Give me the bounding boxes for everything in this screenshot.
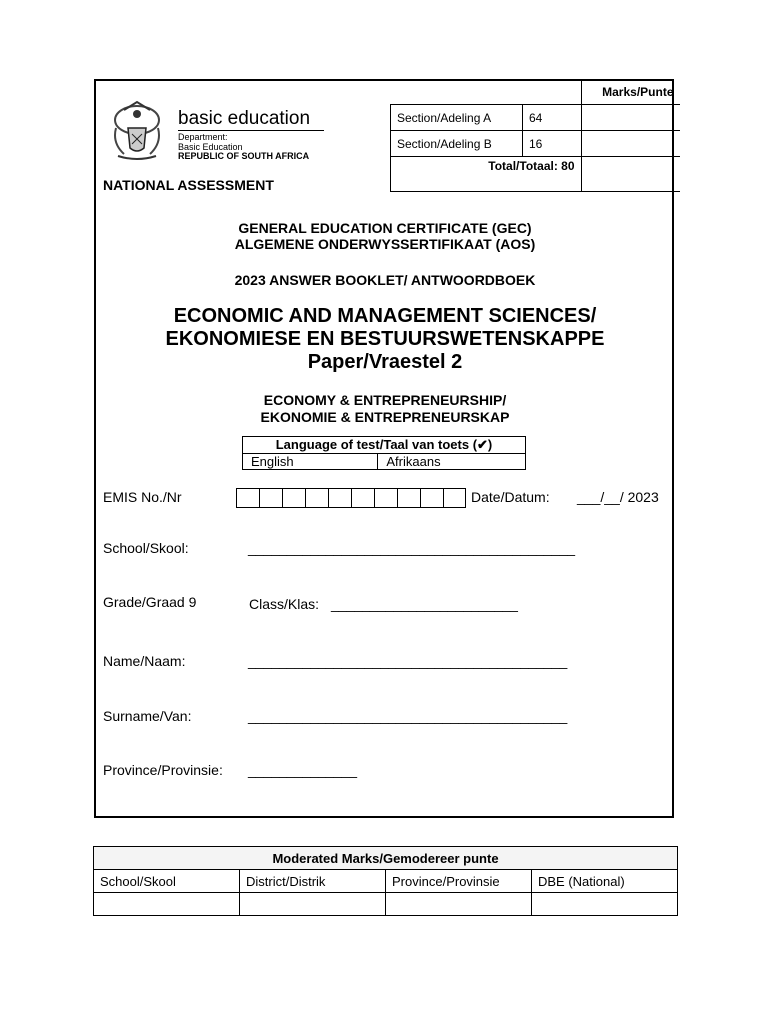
coat-of-arms-logo	[104, 98, 170, 164]
moderated-col-dbe: DBE (National)	[532, 870, 678, 893]
emis-digit-box[interactable]	[443, 488, 466, 508]
emis-digit-box[interactable]	[328, 488, 351, 508]
surname-label: Surname/Van:	[103, 708, 192, 724]
section-b-label: Section/Adeling B	[391, 131, 523, 157]
section-b-mark-box[interactable]	[581, 131, 680, 157]
class-field[interactable]: ________________________	[331, 596, 518, 612]
moderated-col-district: District/Distrik	[240, 870, 386, 893]
marks-table	[390, 79, 680, 192]
emis-digit-box[interactable]	[351, 488, 374, 508]
grade-label: Grade/Graad 9	[103, 594, 197, 610]
emis-number-boxes[interactable]	[236, 488, 466, 508]
language-option-english[interactable]: English	[243, 454, 378, 470]
dept-line1: Department:	[178, 132, 228, 142]
emis-digit-box[interactable]	[397, 488, 420, 508]
paper-title: Paper/Vraestel 2	[307, 351, 463, 373]
name-field[interactable]: _________________________________________	[248, 653, 568, 669]
class-label: Class/Klas:	[249, 596, 320, 612]
emis-digit-box[interactable]	[420, 488, 443, 508]
emis-label: EMIS No./Nr	[103, 489, 182, 505]
date-field[interactable]: ___/__/ 2023	[577, 489, 659, 505]
moderated-col-school: School/Skool	[94, 870, 240, 893]
emis-digit-box[interactable]	[236, 488, 259, 508]
emis-digit-box[interactable]	[282, 488, 305, 508]
emis-digit-box[interactable]	[305, 488, 328, 508]
language-option-afrikaans[interactable]: Afrikaans	[378, 454, 526, 470]
school-field[interactable]: __________________________________________	[248, 540, 576, 556]
logo-divider	[178, 130, 324, 131]
section-a-value: 64	[523, 105, 582, 131]
school-label: School/Skool:	[103, 540, 189, 556]
moderated-dbe-box[interactable]	[532, 893, 678, 916]
topic-title-1: ECONOMY & ENTREPRENEURSHIP/	[263, 392, 507, 408]
marks-heading: Marks/Punte	[581, 79, 680, 105]
subject-title-2: EKONOMIESE EN BESTUURSWETENSKAPPE	[165, 328, 605, 350]
emis-digit-box[interactable]	[259, 488, 282, 508]
surname-field[interactable]: _________________________________________	[248, 708, 568, 724]
province-label: Province/Provinsie:	[103, 762, 223, 778]
language-heading: Language of test/Taal van toets (✔)	[243, 437, 526, 454]
moderated-province-box[interactable]	[386, 893, 532, 916]
national-assessment: NATIONAL ASSESSMENT	[103, 177, 274, 193]
total-label: Total/Totaal: 80	[391, 157, 582, 192]
emis-digit-box[interactable]	[374, 488, 397, 508]
subject-title-1: ECONOMIC AND MANAGEMENT SCIENCES/	[173, 305, 597, 327]
moderated-col-province: Province/Provinsie	[386, 870, 532, 893]
moderated-marks-table	[93, 846, 678, 916]
section-a-mark-box[interactable]	[581, 105, 680, 131]
section-b-value: 16	[523, 131, 582, 157]
moderated-district-box[interactable]	[240, 893, 386, 916]
language-table	[242, 436, 526, 470]
moderated-school-box[interactable]	[94, 893, 240, 916]
province-field[interactable]: ______________	[248, 762, 358, 778]
gec-title: GENERAL EDUCATION CERTIFICATE (GEC)	[238, 220, 532, 236]
dept-line2: Basic Education	[178, 142, 243, 152]
total-mark-box[interactable]	[581, 157, 680, 192]
booklet-title: 2023 ANSWER BOOKLET/ ANTWOORDBOEK	[234, 272, 536, 288]
date-label: Date/Datum:	[471, 489, 550, 505]
name-label: Name/Naam:	[103, 653, 186, 669]
dept-name: basic education	[178, 108, 311, 129]
moderated-heading: Moderated Marks/Gemodereer punte	[94, 847, 678, 870]
aos-title: ALGEMENE ONDERWYSSERTIFIKAAT (AOS)	[234, 236, 536, 252]
topic-title-2: EKONOMIE & ENTREPRENEURSKAP	[260, 409, 510, 425]
section-a-label: Section/Adeling A	[391, 105, 523, 131]
dept-line3: REPUBLIC OF SOUTH AFRICA	[178, 151, 310, 161]
